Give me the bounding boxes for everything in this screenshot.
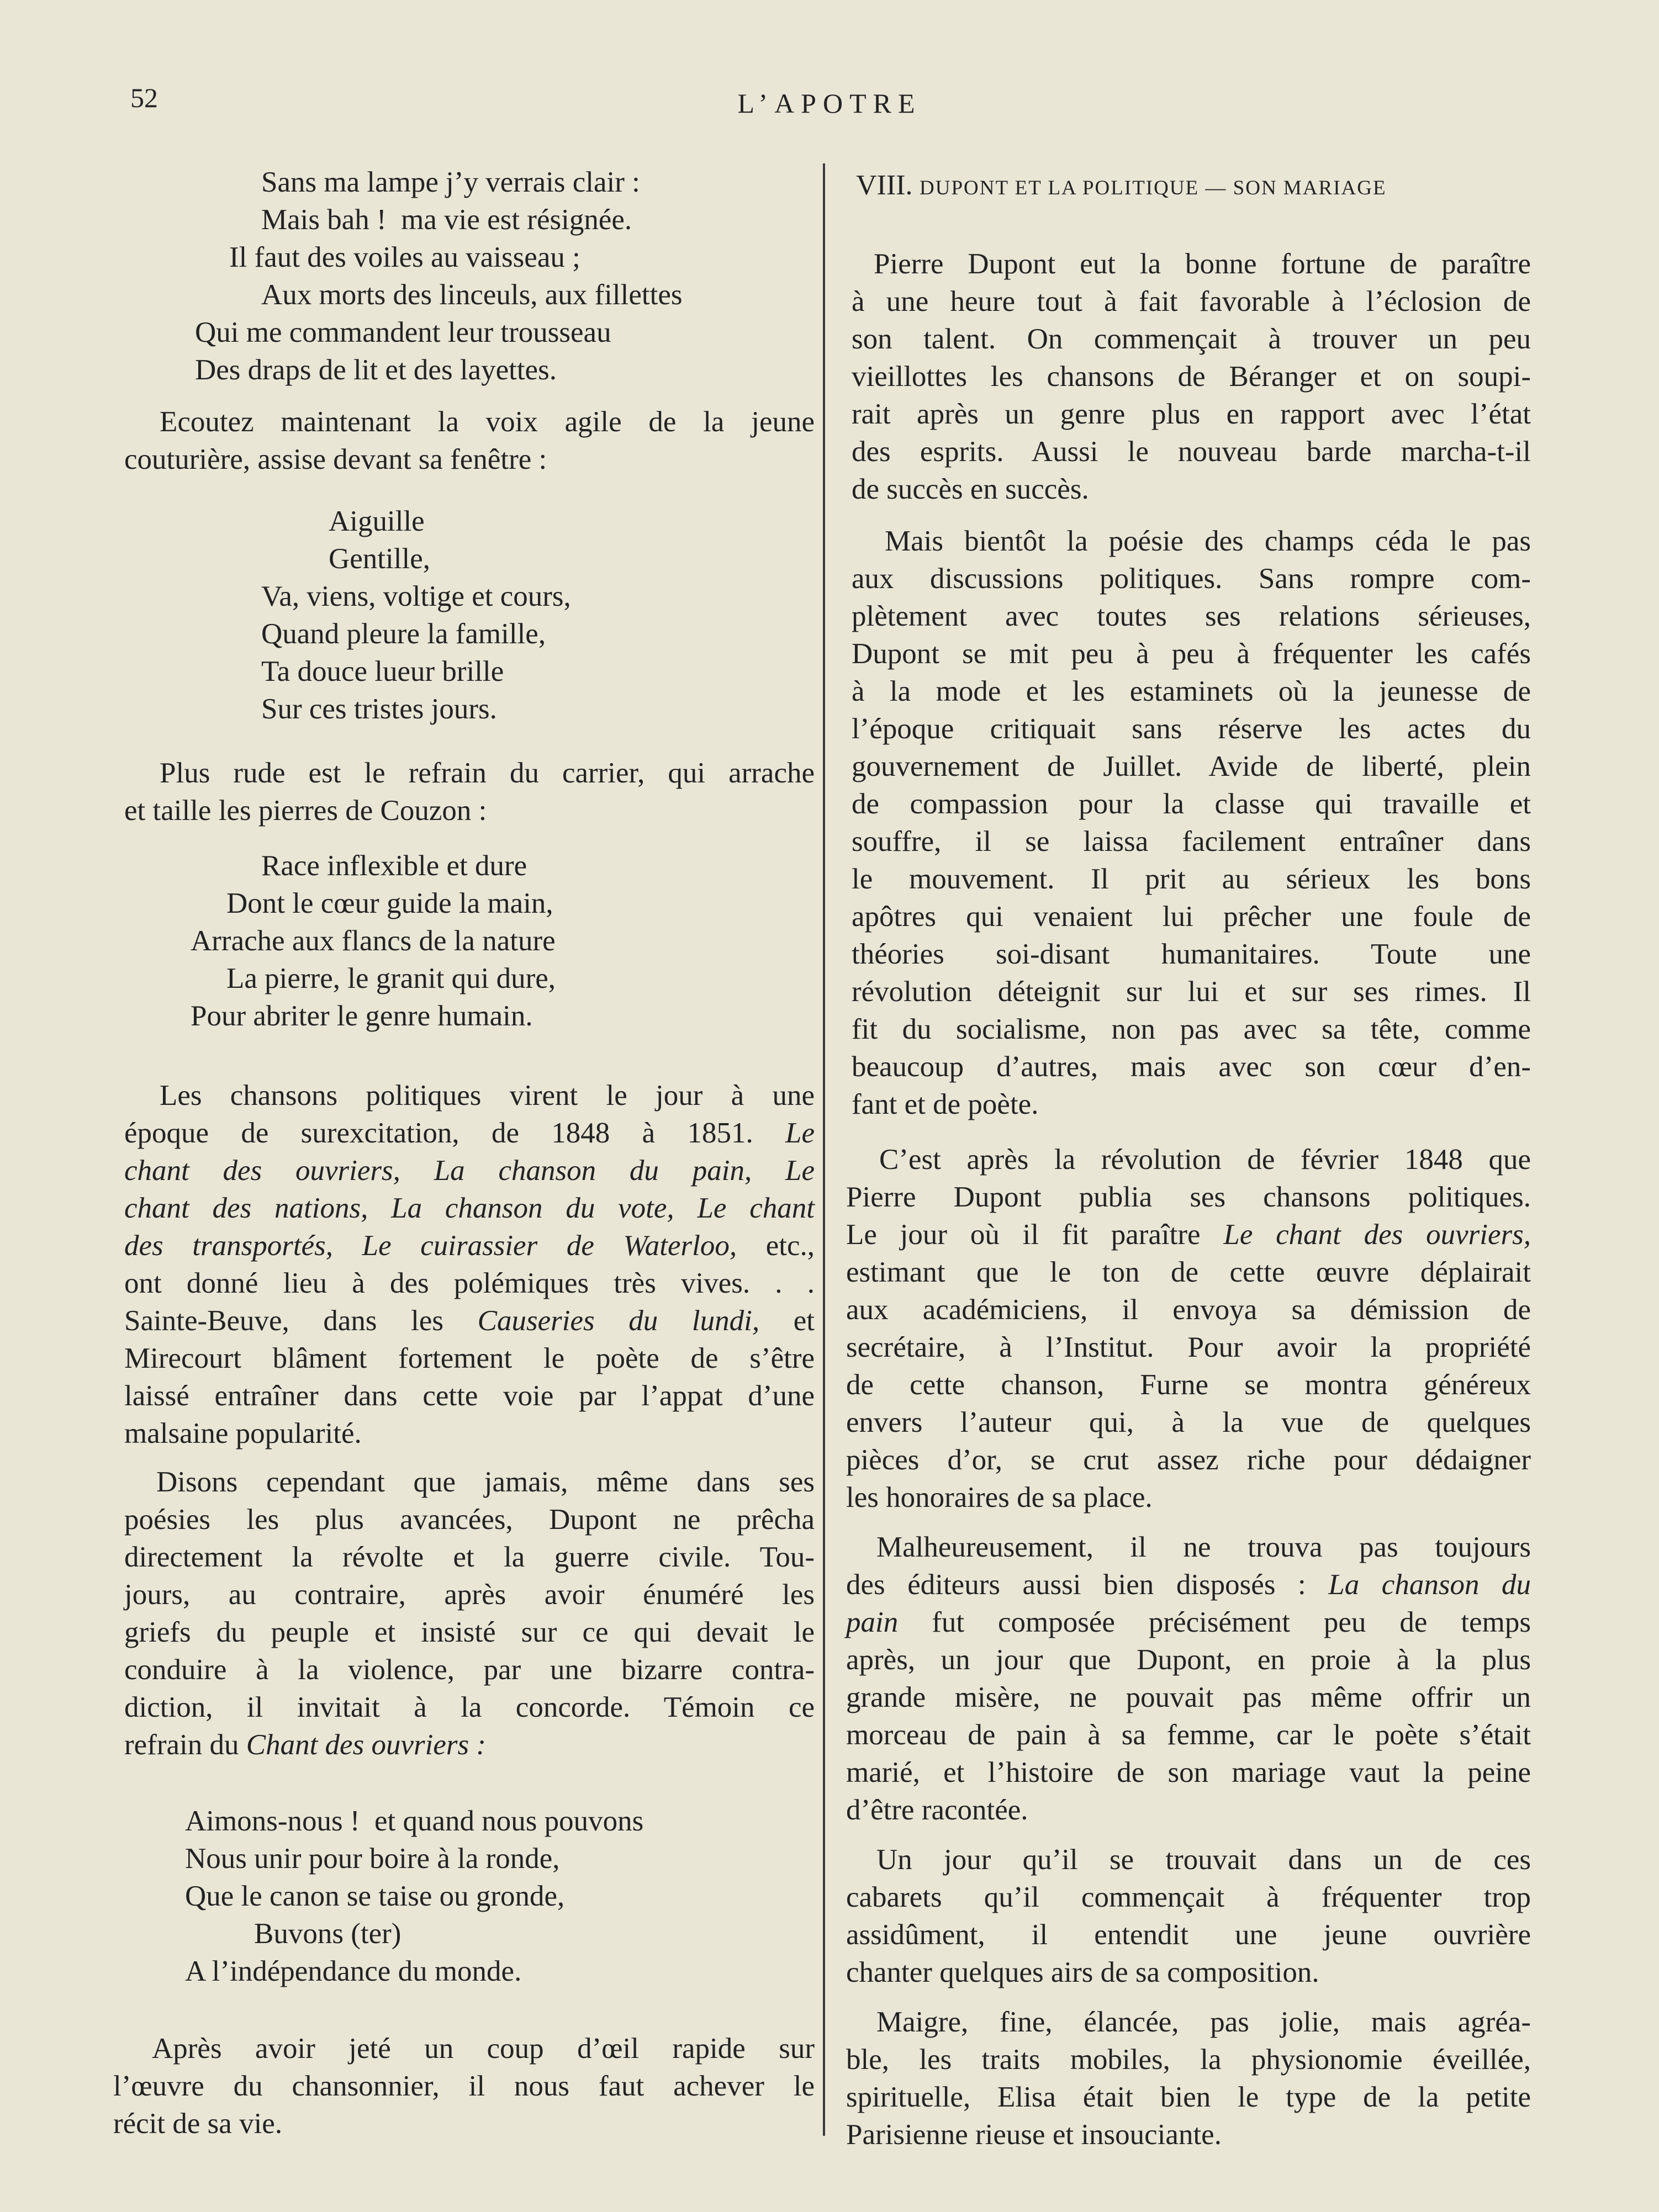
paragraph-line: envers l’auteur qui, à la vue de quelques — [846, 1406, 1531, 1438]
verse-line: Ta douce lueur brille — [261, 655, 504, 687]
verse-line: Il faut des voiles au vaisseau ; — [229, 241, 580, 273]
paragraph-line: pièces d’or, se crut assez riche pour dédaigner — [846, 1444, 1531, 1476]
verse-line: A l’indépendance du monde. — [185, 1955, 522, 1987]
paragraph-line: marié, et l’histoire de son mariage vaut la peine — [846, 1756, 1531, 1788]
text-span: Le jour où il fit paraître — [846, 1219, 1224, 1251]
verse-line: Aux morts des linceuls, aux fillettes — [261, 279, 683, 311]
paragraph-line: les honoraires de sa place. — [846, 1481, 1153, 1514]
paragraph-line: estimant que le ton de cette œuvre déplairait — [846, 1256, 1531, 1288]
paragraph-line: à une heure tout à fait favorable à l’éclosion de — [852, 285, 1531, 317]
paragraph-line: de cette chanson, Furne se montra généreux — [846, 1369, 1531, 1401]
paragraph-line: le mouvement. Il prit au sérieux les bons — [852, 863, 1531, 895]
italic-title-line: chant des nations, La chanson du vote, Le chant — [124, 1192, 815, 1224]
verse-line: Que le canon se taise ou gronde, — [185, 1880, 565, 1912]
verse-line: Aiguille — [329, 505, 425, 537]
verse-line: Mais bah ! ma vie est résignée. — [261, 204, 632, 236]
paragraph-line: Plus rude est le refrain du carrier, qui arrache — [160, 757, 815, 789]
paragraph-line: d’être racontée. — [846, 1794, 1028, 1826]
paragraph-line: chanter quelques airs de sa composition. — [846, 1956, 1319, 1988]
paragraph-line: de succès en succès. — [852, 473, 1089, 505]
paragraph-line: laissé entraîner dans cette voie par l’appat d’une — [124, 1380, 815, 1412]
paragraph-line: Pierre Dupont publia ses chansons politiques. — [846, 1181, 1531, 1213]
paragraph-line: fit du socialisme, non pas avec sa tête, comme — [852, 1013, 1531, 1045]
page-number: 52 — [130, 82, 158, 113]
paragraph-line: à la mode et les estaminets où la jeunesse de — [852, 675, 1531, 707]
text-span: et — [759, 1305, 815, 1337]
italic-title: des transportés, Le cuirassier de Waterloo, — [124, 1230, 737, 1262]
paragraph-line: Après avoir jeté un coup d’œil rapide sur — [152, 2033, 815, 2065]
verse-line: Dont le cœur guide la main, — [226, 887, 553, 919]
paragraph-line: C’est après la révolution de février 1848 que — [879, 1144, 1531, 1176]
paragraph-line: Ecoutez maintenant la voix agile de la jeune — [160, 406, 815, 438]
paragraph-line — [846, 1566, 1531, 1604]
verse-line: Arrache aux flancs de la nature — [191, 925, 556, 957]
italic-title: Le chant des ouvriers, — [1223, 1219, 1531, 1251]
italic-title: pain — [846, 1606, 899, 1638]
text-span: époque de surexcitation, de 1848 à 1851. — [124, 1117, 785, 1149]
paragraph-line: jours, au contraire, après avoir énuméré les — [124, 1579, 815, 1611]
paragraph-line: cabarets qu’il commençait à fréquenter trop — [846, 1881, 1531, 1913]
paragraph-line: Maigre, fine, élancée, pas jolie, mais agréa- — [876, 2006, 1531, 2038]
text-span: refrain du — [124, 1729, 246, 1761]
paragraph-line — [124, 1114, 815, 1152]
paragraph-line: vieillottes les chansons de Béranger et on soupi- — [852, 361, 1531, 393]
paragraph-line: poésies les plus avancées, Dupont ne prêcha — [124, 1504, 815, 1536]
paragraph-line: Les chansons politiques virent le jour à une — [160, 1079, 815, 1112]
italic-title: Causeries du lundi, — [477, 1305, 760, 1337]
text-span: fut composée précisément peu de temps — [898, 1606, 1531, 1638]
section-number: VIII. — [856, 170, 913, 201]
paragraph-line: beaucoup d’autres, mais avec son cœur d’en- — [852, 1051, 1531, 1083]
paragraph-line: l’œuvre du chansonnier, il nous faut achever le — [113, 2070, 815, 2102]
paragraph-line: secrétaire, à l’Institut. Pour avoir la propriété — [846, 1331, 1531, 1363]
verse-line: Race inflexible et dure — [261, 850, 527, 882]
italic-title: La chanson du — [1328, 1569, 1531, 1601]
paragraph-line — [846, 1604, 1531, 1641]
verse-line: Qui me commandent leur trousseau — [195, 316, 611, 348]
paragraph-line: de compassion pour la classe qui travaille et — [852, 788, 1531, 820]
paragraph-line: rait après un genre plus en rapport avec l’état — [852, 398, 1531, 430]
paragraph-line: Malheureusement, il ne trouva pas toujours — [876, 1531, 1531, 1563]
paragraph-line: des esprits. Aussi le nouveau barde marcha-t-il — [852, 436, 1531, 468]
paragraph-line: spirituelle, Elisa était bien le type de la petite — [846, 2081, 1531, 2113]
paragraph-line: Mais bientôt la poésie des champs céda le pas — [885, 525, 1531, 557]
verse-line: Aimons-nous ! et quand nous pouvons — [185, 1805, 644, 1837]
paragraph-line: griefs du peuple et insisté sur ce qui devait le — [124, 1616, 815, 1648]
paragraph-line: Pierre Dupont eut la bonne fortune de paraître — [874, 248, 1531, 280]
paragraph-line — [124, 1726, 486, 1764]
italic-title-line: chant des ouvriers, La chanson du pain, Le — [124, 1155, 815, 1187]
section-title: DUPONT ET LA POLITIQUE — SON MARIAGE — [920, 177, 1387, 199]
text-span: Sainte-Beuve, dans les — [124, 1305, 478, 1337]
verse-line: Pour abriter le genre humain. — [191, 1000, 533, 1032]
paragraph-line: gouvernement de Juillet. Avide de liberté, plein — [852, 750, 1531, 782]
paragraph-line: plètement avec toutes ses relations sérieuses, — [852, 600, 1531, 632]
italic-title: Le — [785, 1117, 815, 1149]
paragraph-line: grande misère, ne pouvait pas même offrir un — [846, 1681, 1531, 1713]
paragraph-line: Disons cependant que jamais, même dans ses — [156, 1466, 815, 1498]
paragraph-line — [124, 1302, 815, 1340]
paragraph-line: révolution déteignit sur lui et sur ses rimes. Il — [852, 976, 1531, 1008]
paragraph-line: ble, les traits mobiles, la physionomie éveillée, — [846, 2044, 1531, 2076]
verse-line: Va, viens, voltige et cours, — [261, 580, 571, 612]
running-title: L’APOTRE — [737, 88, 922, 119]
verse-line: Quand pleure la famille, — [261, 618, 546, 650]
verse-line: Sur ces tristes jours. — [261, 693, 497, 725]
paragraph-line: morceau de pain à sa femme, car le poète s’était — [846, 1719, 1531, 1751]
paragraph-line: Mirecourt blâment fortement le poète de s’être — [124, 1342, 815, 1374]
paragraph-line — [846, 1216, 1531, 1253]
paragraph-line: diction, il invitait à la concorde. Témoin ce — [124, 1691, 815, 1723]
paragraph-line: après, un jour que Dupont, en proie à la plus — [846, 1644, 1531, 1676]
paragraph-line: son talent. On commençait à trouver un peu — [852, 323, 1531, 355]
text-span: des éditeurs aussi bien disposés : — [846, 1569, 1329, 1601]
paragraph-line: malsaine popularité. — [124, 1417, 362, 1449]
paragraph-line: Parisienne rieuse et insouciante. — [846, 2119, 1222, 2151]
paragraph-line: et taille les pierres de Couzon : — [124, 795, 487, 827]
paragraph-line: directement la révolte et la guerre civile. Tou- — [124, 1541, 815, 1573]
verse-line: Gentille, — [329, 543, 430, 575]
paragraph-line — [124, 1227, 815, 1264]
paragraph-line: récit de sa vie. — [113, 2108, 283, 2140]
paragraph-line: souffre, il se laissa facilement entraîner dans — [852, 825, 1531, 858]
paragraph-line: conduire à la violence, par une bizarre contra- — [124, 1654, 815, 1686]
column-divider — [823, 163, 825, 2136]
paragraph-line: théories soi-disant humanitaires. Toute une — [852, 938, 1531, 970]
paragraph-line: Dupont se mit peu à peu à fréquenter les cafés — [852, 638, 1531, 670]
verse-line: Des draps de lit et des layettes. — [195, 354, 557, 386]
paragraph-line: fant et de poète. — [852, 1088, 1039, 1120]
paragraph-line: l’époque critiquait sans réserve les actes du — [852, 713, 1531, 745]
text-span: etc., — [737, 1230, 815, 1262]
paragraph-line: ont donné lieu à des polémiques très vives. . . — [124, 1267, 815, 1299]
italic-title: Chant des ouvriers : — [246, 1729, 487, 1761]
section-heading — [856, 169, 1387, 202]
verse-line: Nous unir pour boire à la ronde, — [185, 1843, 560, 1875]
verse-line: Buvons (ter) — [254, 1918, 401, 1950]
paragraph-line: assidûment, il entendit une jeune ouvrière — [846, 1919, 1531, 1951]
paragraph-line: aux discussions politiques. Sans rompre com- — [852, 563, 1531, 595]
paragraph-line: apôtres qui venaient lui prêcher une foule de — [852, 901, 1531, 933]
paragraph-line: Un jour qu’il se trouvait dans un de ces — [876, 1844, 1531, 1876]
verse-line: La pierre, le granit qui dure, — [226, 962, 556, 994]
paragraph-line: couturière, assise devant sa fenêtre : — [124, 443, 547, 475]
verse-line: Sans ma lampe j’y verrais clair : — [261, 166, 640, 198]
paragraph-line: aux académiciens, il envoya sa démission de — [846, 1294, 1531, 1326]
